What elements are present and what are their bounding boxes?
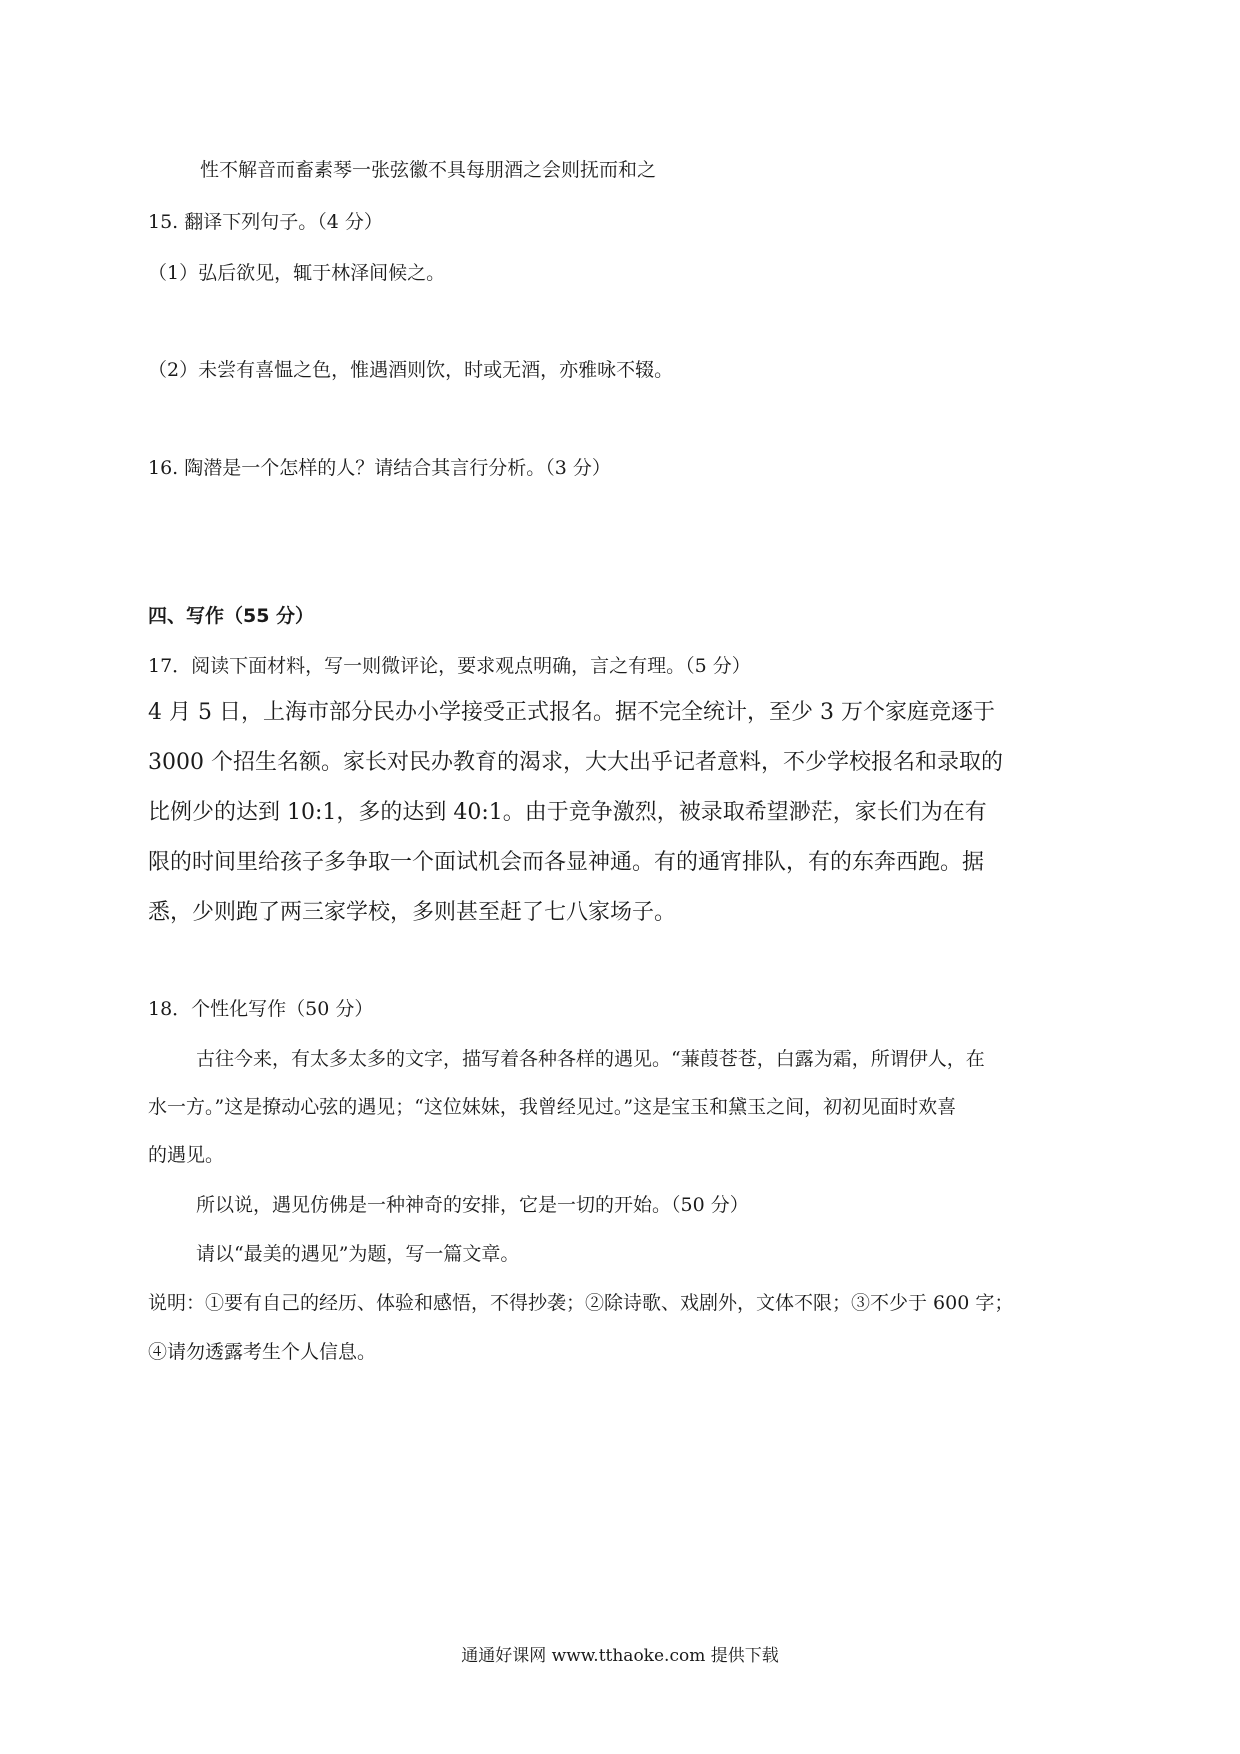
q18-paragraph-1-line: 古往今来，有太多太多的文字，描写着各种各样的遇见。“蒹葭苍苍，白露为霜，所谓伊人，在: [196, 1048, 985, 1070]
material-line: 限的时间里给孩子多争取一个面试机会而各显神通。有的通宵排队，有的东奔西跑。据: [148, 850, 985, 875]
q18-paragraph-2: 所以说，遇见仿佛是一种神奇的安排，它是一切的开始。（50 分）: [196, 1194, 749, 1216]
question-15-sentence-2: （2）未尝有喜愠之色，惟遇酒则饮，时或无酒，亦雅咏不辍。: [148, 359, 674, 381]
question-17-prompt: 17．阅读下面材料，写一则微评论，要求观点明确，言之有理。（5 分）: [148, 655, 751, 677]
section-4-heading: 四、写作（55 分）: [148, 605, 315, 627]
q18-paragraph-1-line: 水一方。”这是撩动心弦的遇见；“这位妹妹，我曾经见过。”这是宝玉和黛玉之间，初初见面时欢喜: [148, 1096, 957, 1118]
page-footer: 通通好课网 www.tthaoke.com 提供下载: [461, 1646, 779, 1666]
material-line: 悉，少则跑了两三家学校，多则甚至赶了七八家场子。: [148, 900, 677, 925]
q18-note-line: 说明：①要有自己的经历、体验和感悟，不得抄袭；②除诗歌、戏剧外，文体不限；③不少于 600 字；: [148, 1292, 1014, 1314]
question-16-prompt: 16. 陶潜是一个怎样的人？请结合其言行分析。（3 分）: [148, 457, 611, 479]
passage-line: 性不解音而畜素琴一张弦徽不具每朋酒之会则抚而和之: [200, 159, 657, 181]
material-line: 3000 个招生名额。家长对民办教育的渴求，大大出乎记者意料，不少学校报名和录取的: [148, 750, 1003, 775]
material-line: 4 月 5 日，上海市部分民办小学接受正式报名。据不完全统计，至少 3 万个家庭竞逐于: [148, 700, 995, 725]
q18-paragraph-1-line: 的遇见。: [148, 1144, 225, 1166]
question-15-sentence-1: （1）弘后欲见，辄于林泽间候之。: [148, 262, 446, 284]
question-15-prompt: 15. 翻译下列句子。（4 分）: [148, 211, 383, 233]
material-line: 比例少的达到 10:1，多的达到 40:1。由于竞争激烈，被录取希望渺茫，家长们为在有: [148, 800, 987, 825]
q18-note-line: ④请勿透露考生个人信息。: [148, 1341, 377, 1363]
question-18-prompt: 18．个性化写作（50 分）: [148, 998, 374, 1020]
q18-paragraph-3: 请以“最美的遇见”为题，写一篇文章。: [196, 1243, 520, 1265]
